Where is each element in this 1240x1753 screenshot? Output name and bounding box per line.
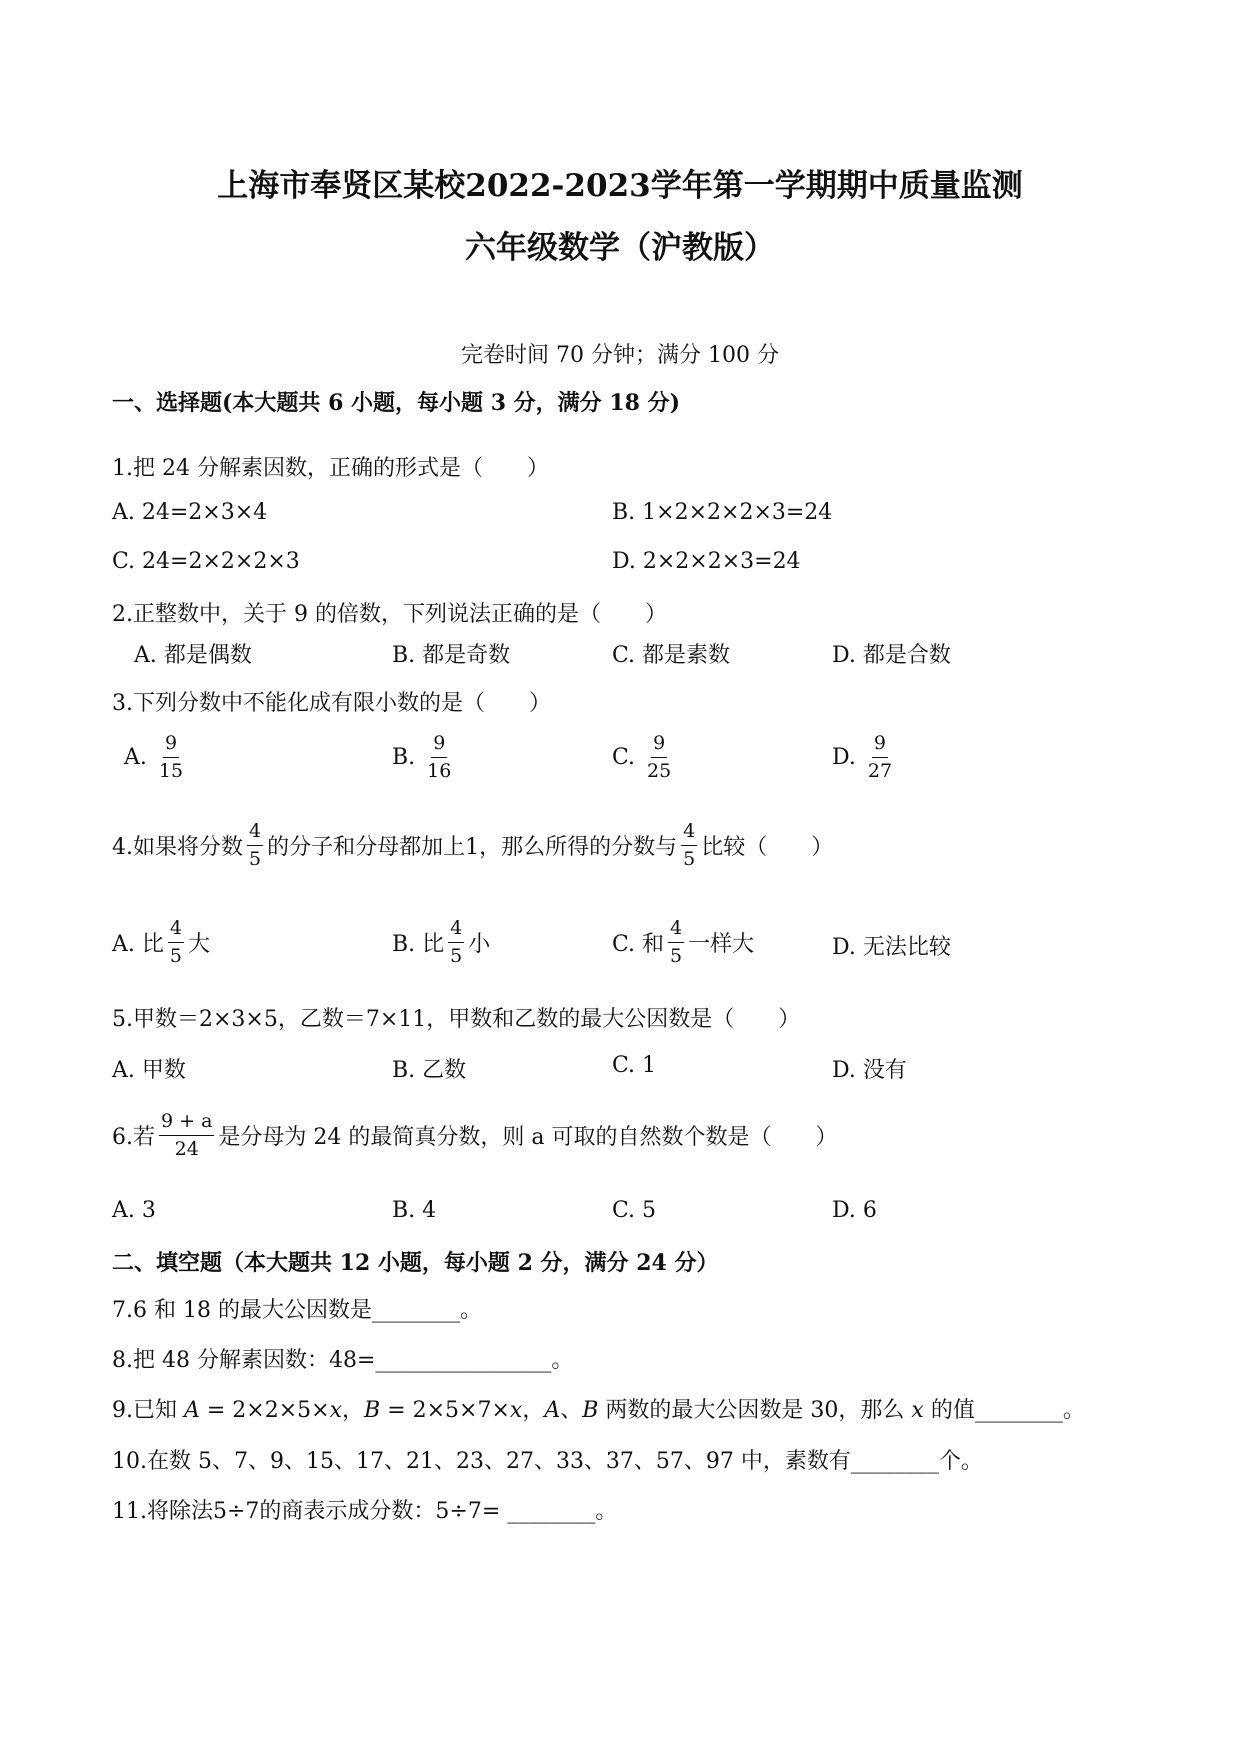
fraction-denominator: 5	[683, 848, 696, 870]
q9-text: 的值________。	[923, 1398, 1085, 1423]
q6-option-b: B. 4	[392, 1198, 437, 1223]
fraction-numerator: 4	[448, 919, 464, 943]
q1-stem: 1.把 24 分解素因数，正确的形式是（ ）	[112, 456, 549, 481]
q6-option-a: A. 3	[112, 1198, 156, 1223]
fraction-numerator: 9 + a	[159, 1112, 214, 1136]
option-label: C. 和	[612, 932, 665, 957]
section2-heading: 二、填空题（本大题共 12 小题，每小题 2 分，满分 24 分）	[112, 1250, 719, 1276]
fraction-numerator: 9	[163, 734, 179, 758]
q3-option-a	[124, 734, 189, 781]
fraction-denominator: 5	[670, 945, 683, 967]
q4-stem-part3: 比较（ ）	[701, 835, 834, 860]
q9-var-a: A	[183, 1398, 200, 1423]
fraction	[247, 822, 263, 869]
q5-option-d: D. 没有	[832, 1058, 907, 1083]
q2-option-c: C. 都是素数	[612, 643, 731, 668]
q6-stem-part2: 是分母为 24 的最简真分数，则 a 可取的自然数个数是（ ）	[218, 1125, 838, 1150]
q7: 7.6 和 18 的最大公因数是________。	[112, 1298, 482, 1323]
fraction	[157, 734, 185, 781]
q9-text: 、	[560, 1398, 583, 1423]
fraction-denominator: 5	[169, 945, 182, 967]
q1-option-a: A. 24=2×3×4	[112, 500, 268, 525]
q5-option-c: C. 1	[612, 1053, 657, 1078]
exam-info: 完卷时间 70 分钟；满分 100 分	[461, 343, 779, 368]
fraction-numerator: 4	[668, 919, 684, 943]
option-label: B. 比	[392, 932, 445, 957]
q3-option-b	[392, 734, 457, 781]
q4-stem-part2: 的分子和分母都加上1，那么所得的分数与	[267, 835, 678, 860]
option-label: A. 比	[112, 932, 164, 957]
q4-option-c	[612, 919, 754, 966]
fraction	[448, 919, 464, 966]
fraction-denominator: 5	[450, 945, 463, 967]
q6-option-c: C. 5	[612, 1198, 657, 1223]
q9-var-x: x	[911, 1398, 924, 1423]
q3-stem: 3.下列分数中不能化成有限小数的是（ ）	[112, 691, 551, 716]
q9-text: ，	[522, 1398, 545, 1423]
option-label: A.	[124, 745, 147, 770]
q1-option-d: D. 2×2×2×3=24	[612, 549, 801, 574]
fraction	[866, 734, 894, 781]
fraction-numerator: 9	[651, 734, 667, 758]
q4-option-a	[112, 919, 210, 966]
fraction	[645, 734, 673, 781]
exam-title-line1: 上海市奉贤区某校2022-2023学年第一学期期中质量监测	[217, 168, 1023, 204]
q9-var-b: B	[364, 1398, 381, 1423]
section1-heading: 一、选择题(本大题共 6 小题，每小题 3 分，满分 18 分)	[112, 390, 681, 416]
q4-option-b	[392, 919, 490, 966]
exam-title-line2: 六年级数学（沪教版）	[465, 230, 775, 266]
fraction-denominator: 5	[249, 848, 262, 870]
q5-option-b: B. 乙数	[392, 1058, 467, 1083]
fraction-numerator: 4	[168, 919, 184, 943]
q2-option-b: B. 都是奇数	[392, 643, 511, 668]
option-tail: 一样大	[688, 932, 755, 957]
q9-var-b: B	[582, 1398, 599, 1423]
q1-option-b: B. 1×2×2×2×3=24	[612, 500, 833, 525]
q9-text: = 2×5×7×	[380, 1398, 510, 1423]
q9-var-a: A	[544, 1398, 561, 1423]
q9-text: ，	[342, 1398, 365, 1423]
q9-var-x: x	[329, 1398, 343, 1423]
q10: 10.在数 5、7、9、15、17、21、23、27、33、37、57、97 中，素数有________个。	[112, 1449, 983, 1474]
fraction-denominator: 24	[174, 1138, 199, 1160]
q3-option-d	[832, 734, 898, 781]
q5-option-a: A. 甲数	[112, 1058, 186, 1083]
fraction-denominator: 25	[647, 760, 672, 782]
option-tail: 大	[187, 932, 210, 957]
q9-text: 9.已知	[112, 1398, 184, 1423]
q9	[112, 1393, 1085, 1424]
q6-stem-part1: 6.若	[112, 1125, 155, 1150]
option-label: D.	[832, 745, 856, 770]
fraction-denominator: 16	[427, 760, 452, 782]
option-label: C.	[612, 745, 636, 770]
fraction	[668, 919, 684, 966]
q2-option-d: D. 都是合数	[832, 643, 951, 668]
fraction-numerator: 4	[247, 822, 263, 846]
fraction-numerator: 9	[872, 734, 888, 758]
q4-stem	[112, 822, 833, 869]
fraction-denominator: 27	[867, 760, 893, 782]
q9-text: = 2×2×5×	[199, 1398, 330, 1423]
q9-var-x: x	[509, 1398, 523, 1423]
q2-option-a: A. 都是偶数	[134, 643, 252, 668]
q6-option-d: D. 6	[832, 1198, 877, 1223]
option-label: B.	[392, 745, 416, 770]
fraction	[168, 919, 184, 966]
q1-option-c: C. 24=2×2×2×3	[112, 549, 300, 574]
q5-stem: 5.甲数＝2×3×5，乙数＝7×11，甲数和乙数的最大公因数是（ ）	[112, 1007, 801, 1032]
q6-stem	[112, 1112, 838, 1159]
q4-stem-part1: 4.如果将分数	[112, 835, 243, 860]
fraction	[425, 734, 453, 781]
q8: 8.把 48 分解素因数：48=________________。	[112, 1348, 574, 1373]
q11: 11.将除法5÷7的商表示成分数：5÷7= ________。	[112, 1499, 618, 1524]
fraction-denominator: 15	[158, 760, 184, 782]
fraction-numerator: 9	[431, 734, 447, 758]
fraction	[159, 1112, 214, 1159]
q3-option-c	[612, 734, 677, 781]
q2-stem: 2.正整数中，关于 9 的倍数，下列说法正确的是（ ）	[112, 602, 667, 627]
q4-option-d: D. 无法比较	[832, 935, 951, 960]
option-tail: 小	[468, 932, 491, 957]
fraction	[681, 822, 697, 869]
fraction-numerator: 4	[681, 822, 697, 846]
q9-text: 两数的最大公因数是 30，那么	[598, 1398, 912, 1423]
